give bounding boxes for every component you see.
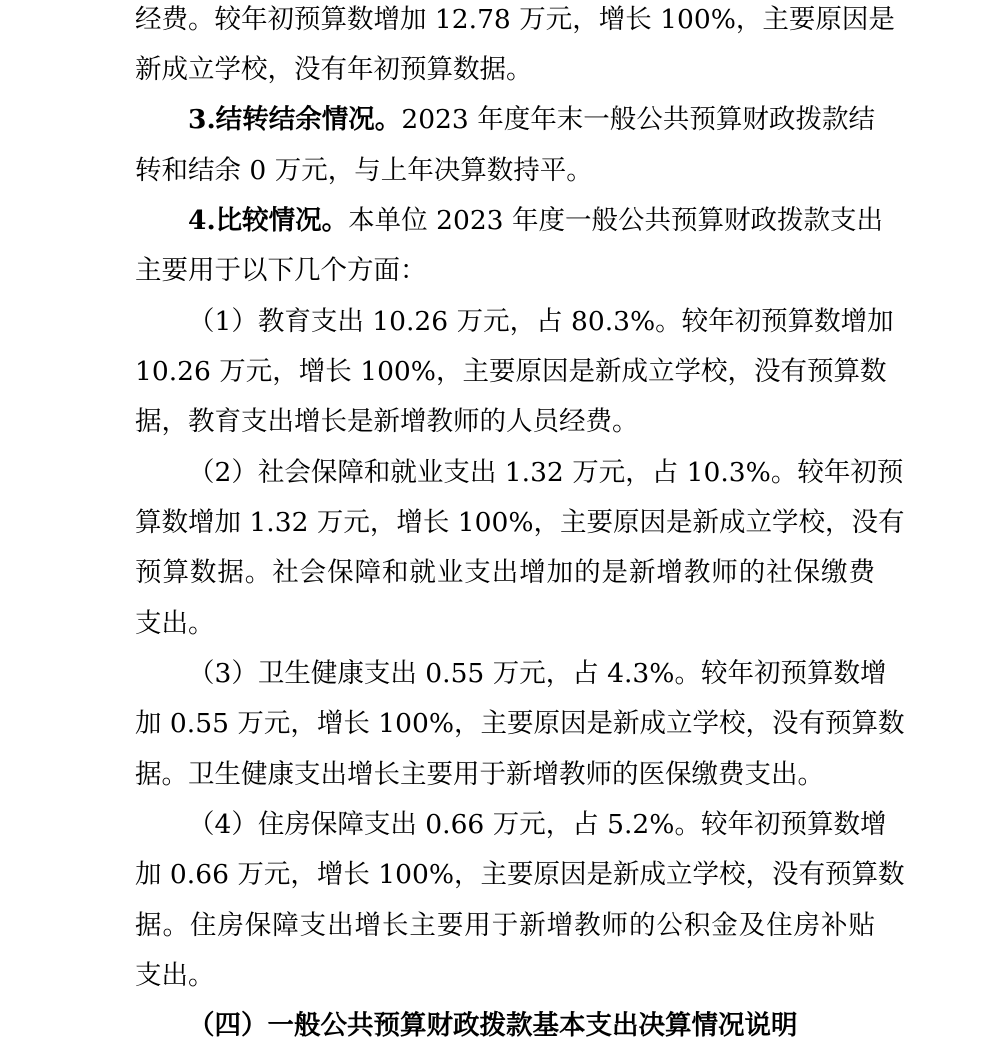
text-line: [188, 201, 883, 241]
text-line: （4）住房保障支出 0.66 万元，占 5.2%。较年初预算数增: [188, 809, 887, 840]
text-line: 据。卫生健康支出增长主要用于新增教师的医保缴费支出。: [135, 759, 824, 790]
text-line: 新成立学校，没有年初预算数据。: [135, 54, 533, 85]
text-line: 转和结余 0 万元，与上年决算数持平。: [135, 155, 593, 186]
text-line: （2）社会保障和就业支出 1.32 万元，占 10.3%。较年初预: [188, 457, 904, 488]
text-line: 据，教育支出增长是新增教师的人员经费。: [135, 406, 639, 437]
text-span: 2023 年度年末一般公共预算财政拨款结: [401, 104, 875, 135]
text-line: 算数增加 1.32 万元，增长 100%，主要原因是新成立学校，没有: [135, 507, 905, 538]
text-line: 预算数据。社会保障和就业支出增加的是新增教师的社保缴费: [135, 557, 875, 588]
section-label: 3.结转结余情况。: [188, 104, 402, 135]
text-line: 据。住房保障支出增长主要用于新增教师的公积金及住房补贴: [135, 910, 875, 941]
text-line: 支出。: [135, 608, 215, 639]
section-label: 4.比较情况。: [188, 205, 349, 236]
section-heading: （四）一般公共预算财政拨款基本支出决算情况说明: [188, 1010, 798, 1041]
text-line: （3）卫生健康支出 0.55 万元，占 4.3%。较年初预算数增: [188, 658, 887, 689]
text-line: 经费。较年初预算数增加 12.78 万元，增长 100%，主要原因是: [135, 4, 895, 35]
text-line: 支出。: [135, 960, 215, 991]
text-line: 加 0.55 万元，增长 100%，主要原因是新成立学校，没有预算数: [135, 708, 905, 739]
text-span: 本单位 2023 年度一般公共预算财政拨款支出: [348, 205, 883, 236]
text-line: [188, 100, 875, 140]
text-line: 加 0.66 万元，增长 100%，主要原因是新成立学校，没有预算数: [135, 859, 905, 890]
text-line: 主要用于以下几个方面：: [135, 255, 427, 286]
text-line: 10.26 万元，增长 100%，主要原因是新成立学校，没有预算数: [135, 356, 887, 387]
text-line: （1）教育支出 10.26 万元，占 80.3%。较年初预算数增加: [188, 306, 894, 337]
